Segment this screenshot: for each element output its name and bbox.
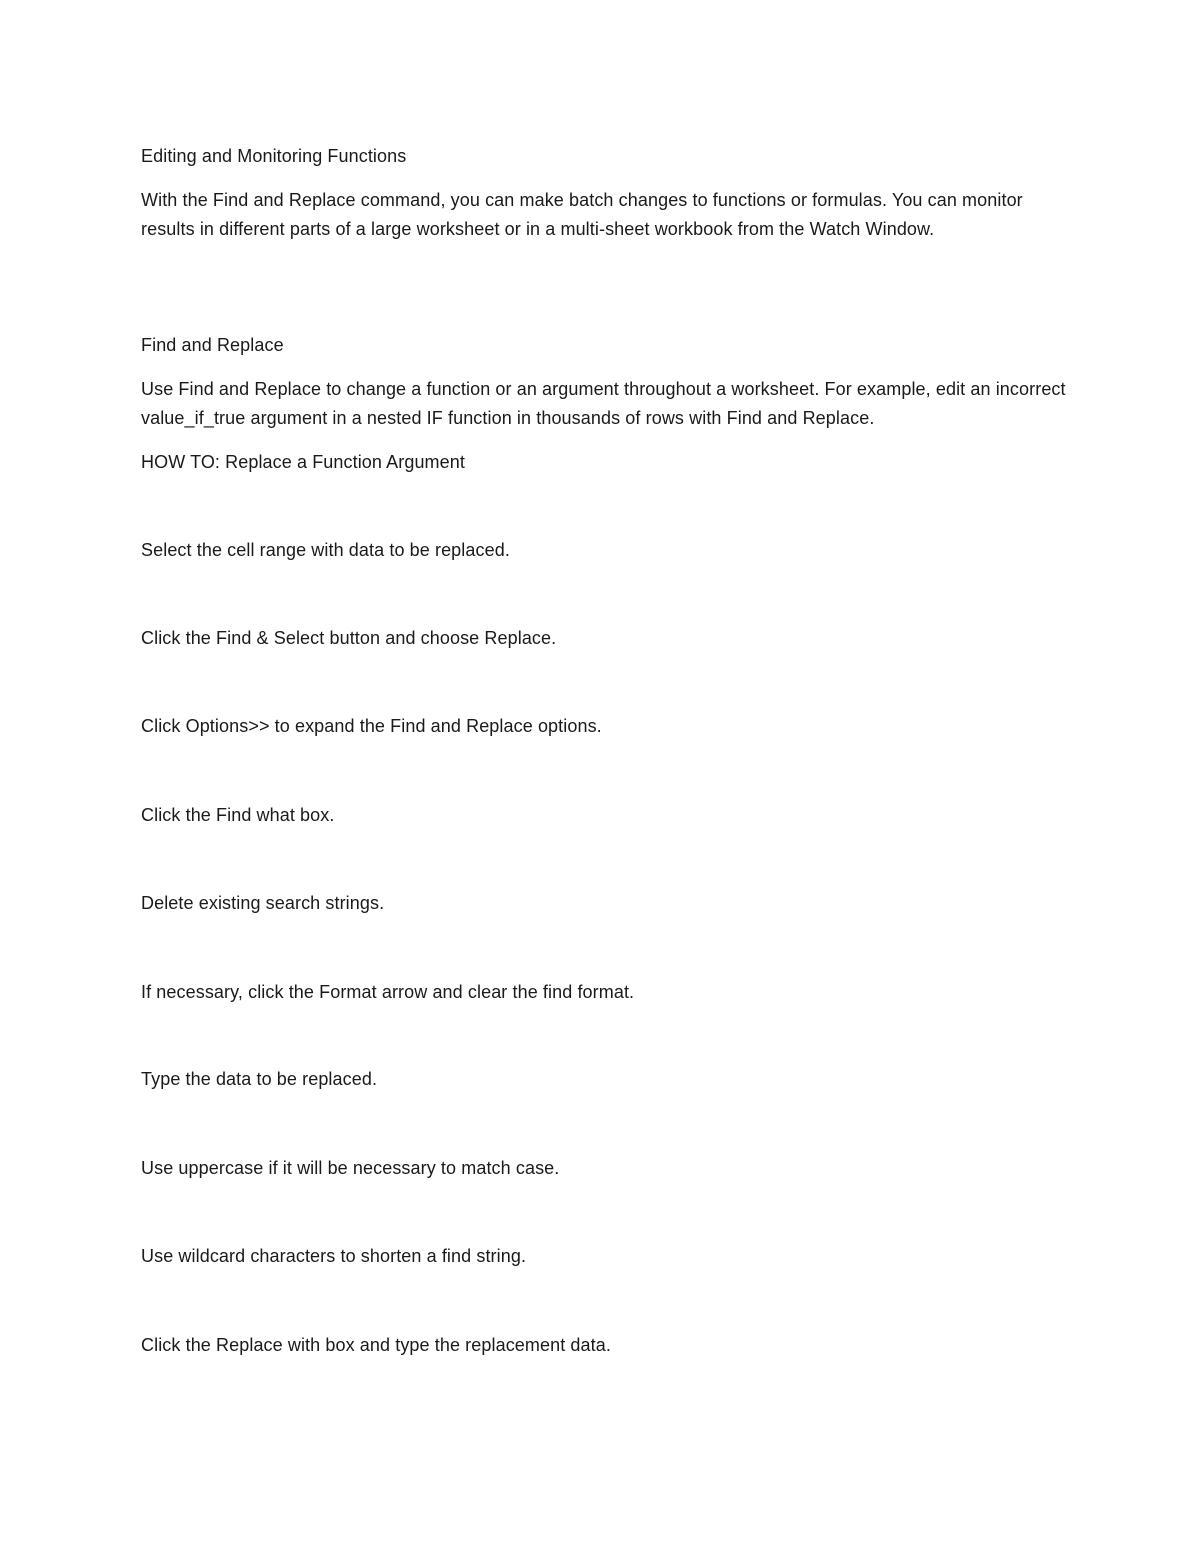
- step-item: Delete existing search strings.: [141, 893, 385, 913]
- step-item: Use uppercase if it will be necessary to match case.: [141, 1158, 560, 1178]
- section-title: Find and Replace: [141, 335, 284, 355]
- step-item: Click Options>> to expand the Find and Replace options.: [141, 716, 602, 736]
- step-item: Click the Find & Select button and choose Replace.: [141, 628, 557, 648]
- section-paragraph: Use Find and Replace to change a function or an argument throughout a worksheet. For example, edit an incorrect value_if_true argument in a nested IF function in thousands of rows with Find and Replace.: [141, 379, 1066, 428]
- step-item: Select the cell range with data to be replaced.: [141, 540, 510, 560]
- howto-title: HOW TO: Replace a Function Argument: [141, 452, 465, 472]
- step-item: Type the data to be replaced.: [141, 1069, 378, 1089]
- document-heading: Editing and Monitoring Functions: [141, 146, 407, 166]
- step-item: Click the Replace with box and type the replacement data.: [141, 1335, 611, 1355]
- step-item: Click the Find what box.: [141, 805, 335, 825]
- step-item: Use wildcard characters to shorten a find string.: [141, 1246, 527, 1266]
- step-item: If necessary, click the Format arrow and clear the find format.: [141, 982, 635, 1002]
- intro-paragraph: With the Find and Replace command, you can make batch changes to functions or formulas. You can monitor results in different parts of a large worksheet or in a multi-sheet workbook from the Watch Window.: [141, 190, 1023, 239]
